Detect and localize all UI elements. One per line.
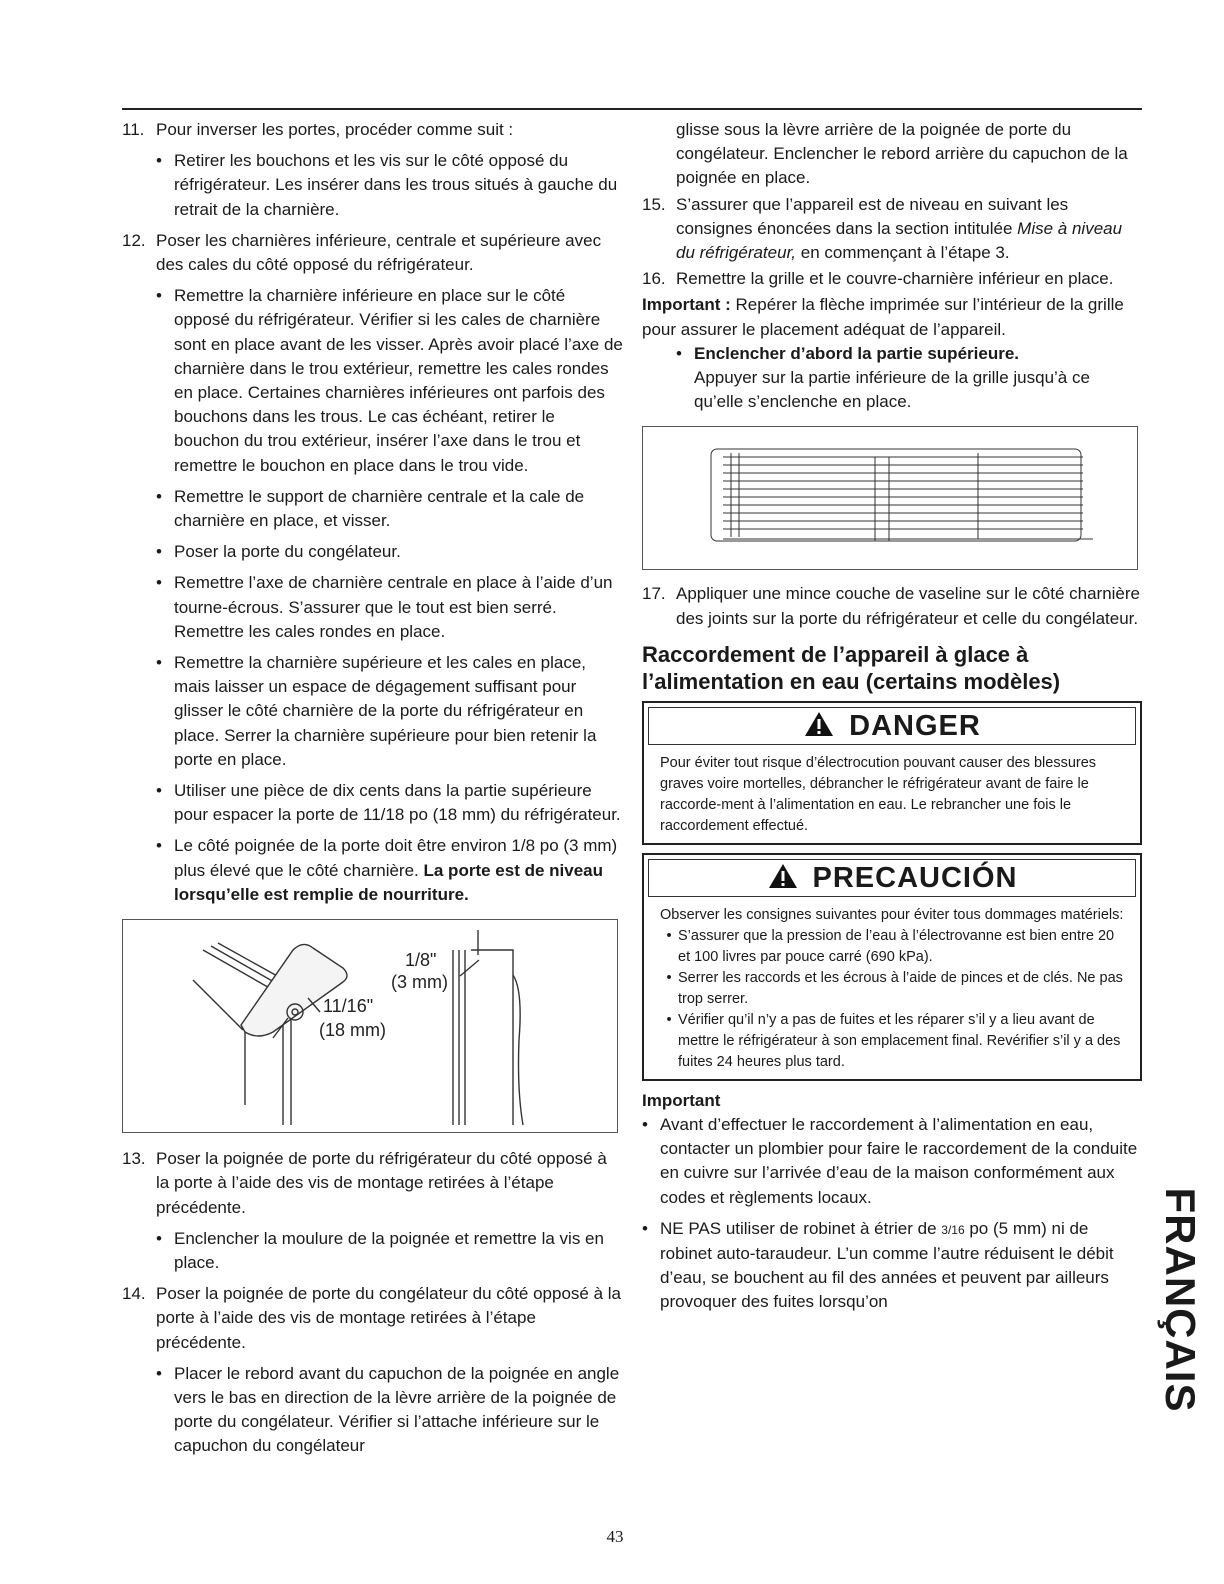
door-alignment-illustration	[123, 920, 617, 1132]
important-bullet: • Avant d’effectuer le raccordement à l’alimentation en eau, contacter un plombier pour faire le raccordement de la conduite en cuivre sur l’arrivée d’eau de la maison conformément aux codes et règlements locaux.	[642, 1115, 1138, 1207]
section-heading: Raccordement de l’appareil à glace à l’alimentation en eau (certains modèles)	[642, 641, 1061, 694]
warning-triangle-icon	[803, 710, 835, 741]
grille-figure	[642, 426, 1138, 570]
grille-illustration	[643, 427, 1137, 569]
step-12-bullet: • Remettre l’axe de charnière centrale en place à l’aide d’un tourne-écrous. S’assurer que le tout est bien serré. Remettre les cales rondes en place.	[156, 573, 613, 641]
step-14-bullet: • Placer le rebord avant du capuchon de la poignée en angle vers le bas en direction de la lèvre arrière de la poignée de porte du congélateur. Vérifier si l’attache inférieure sur le capuchon du congélateur	[156, 1363, 620, 1456]
step-17: 17. Appliquer une mince couche de vaseline sur le côté charnière des joints sur la porte du réfrigérateur et celle du congélateur.	[642, 584, 1140, 628]
precaution-bullet: • Vérifier qu’il n’y a pas de fuites et les réparer s’il y a lieu avant de mettre le réfrigérateur à son emplacement final. Revérifier s’il y a des fuites 24 heures plus tard.	[666, 1011, 1121, 1070]
step-14: 14. Poser la poignée de porte du congélateur du côté opposé à la porte à l’aide des vis de montage retirées à l’étape précédente.	[122, 1284, 622, 1352]
top-rule	[122, 108, 1142, 110]
step-12-bullet: • Utiliser une pièce de dix cents dans la partie supérieure pour espacer la porte de 11/18 po (18 mm) du réfrigérateur.	[156, 781, 621, 825]
important-heading: Important	[642, 1090, 721, 1110]
danger-title-bar	[648, 707, 1136, 745]
precaution-bullet: • S’assurer que la pression de l’eau à l’électrovanne est bien entre 20 et 100 livres par pouce carré (690 kPa).	[666, 927, 1115, 965]
fig1-label-c: 11/16"	[323, 996, 374, 1017]
language-side-tab: FRANÇAIS	[1157, 1187, 1204, 1413]
important-note: Important : Repérer la flèche imprimée sur l’intérieur de la grille pour assurer le placement adéquat de l’appareil.	[642, 295, 1124, 339]
right-column	[642, 118, 1142, 1322]
important-bullet: • Enclencher d’abord la partie supérieure. Appuyer sur la partie inférieure de la grille jusqu’à ce qu’elle s’enclenche en place.	[676, 343, 1090, 412]
step-12-bullet: • Remettre la charnière supérieure et les cales en place, mais laisser un espace de dégagement suffisant pour glisser le côté charnière de la porte du réfrigérateur en place. Serrer la charnière supérieure pour bien retenir la porte en place.	[156, 653, 597, 769]
precaution-text: Observer les consignes suivantes pour éviter tous dommages matériels: • S’assurer que la pression de l’eau à l’électrovanne est bien entre 20 et 100 livres par pouce carré (690 kPa). • Serrer les raccords et les écrous à l’aide de pinces et de clés. Ne pas trop serrer. • Vérifier qu’il n’y a pas de fuites et les réparer s’il y a lieu avant de mettre le réfrigérateur à son emplacement final. Revérifier s’il y a des fuites 24 heures plus tard.	[648, 897, 1136, 1075]
step-12-bullet: • Le côté poignée de la porte doit être environ 1/8 po (3 mm) plus élevé que le côté charnière. La porte est de niveau lorsqu’elle est remplie de nourriture.	[156, 836, 618, 904]
warning-triangle-icon	[767, 862, 799, 893]
fig1-label-b: (3 mm)	[391, 972, 448, 993]
fig1-label-a: 1/8"	[405, 950, 437, 971]
step-11-bullet: • Retirer les bouchons et les vis sur le côté opposé du réfrigérateur. Les insérer dans les trous situés à gauche du retrait de la charnière.	[156, 151, 618, 219]
fig1-label-d: (18 mm)	[319, 1020, 386, 1041]
step-12-bullet: • Remettre la charnière inférieure en place sur le côté opposé du réfrigérateur. Vérifier si les cales de charnière sont en place avant de les visser. Après avoir placé l’axe de charnière dans le trou extérieur, remettre les cales rondes en place. Certaines charnières inférieures ont parfois des bouchons dans les trous. Le cas échéant, retirer le bouchon du trou extérieur, insérer l’axe dans le trou et remettre le bouchon en place dans le trou vide.	[156, 286, 623, 475]
step-12: 12. Poser les charnières inférieure, centrale et supérieure avec des cales du côté opposé du réfrigérateur.	[122, 230, 602, 275]
danger-title: DANGER	[849, 709, 981, 742]
step-11: 11. Pour inverser les portes, procéder comme suit :	[122, 120, 514, 139]
step-12-bullet: • Remettre le support de charnière centrale et la cale de charnière en place, et visser.	[156, 486, 585, 531]
left-column	[122, 118, 624, 1466]
precaution-box	[642, 853, 1142, 1081]
danger-text: Pour éviter tout risque d’électrocution pouvant causer des blessures graves voire mortelles, débrancher le réfrigérateur avant de faire le raccorde-ment à l’alimentation en eau. Le rebrancher une fois le raccordement effectué.	[660, 754, 1097, 834]
step-13: 13. Poser la poignée de porte du réfrigérateur du côté opposé à la porte à l’aide des vis de montage retirées à l’étape précédente.	[122, 1149, 607, 1217]
important-bullet: • NE PAS utiliser de robinet à étrier de 3/16 po (5 mm) ni de robinet auto-taraudeur. L’un comme l’autre réduisent le débit d’eau, se bouchent au fil des années et peuvent par ailleurs provoquer des fuites lorsqu’on	[642, 1218, 1114, 1312]
step-12-bullet: • Poser la porte du congélateur.	[156, 542, 401, 562]
step-14-continued: glisse sous la lèvre arrière de la poignée de porte du congélateur. Enclencher le rebord arrière du capuchon de la poignée en place.	[676, 120, 1128, 188]
danger-box	[642, 701, 1142, 845]
precaution-title: PRECAUCIÓN	[812, 861, 1018, 894]
precaution-bullet: • Serrer les raccords et les écrous à l’aide de pinces et de clés. Ne pas trop serrer.	[666, 969, 1123, 1007]
precaution-title-bar	[648, 859, 1136, 897]
step-13-bullet: • Enclencher la moulure de la poignée et remettre la vis en place.	[156, 1228, 604, 1272]
page-number: 43	[606, 1527, 624, 1546]
step-15: 15. S’assurer que l’appareil est de niveau en suivant les consignes énoncées dans la section intitulée Mise à niveau du réfrigérateur, en commençant à l’étape 3.	[642, 194, 1123, 263]
step-16: 16. Remettre la grille et le couvre-charnière inférieur en place.	[642, 269, 1114, 289]
door-alignment-figure	[122, 919, 618, 1133]
